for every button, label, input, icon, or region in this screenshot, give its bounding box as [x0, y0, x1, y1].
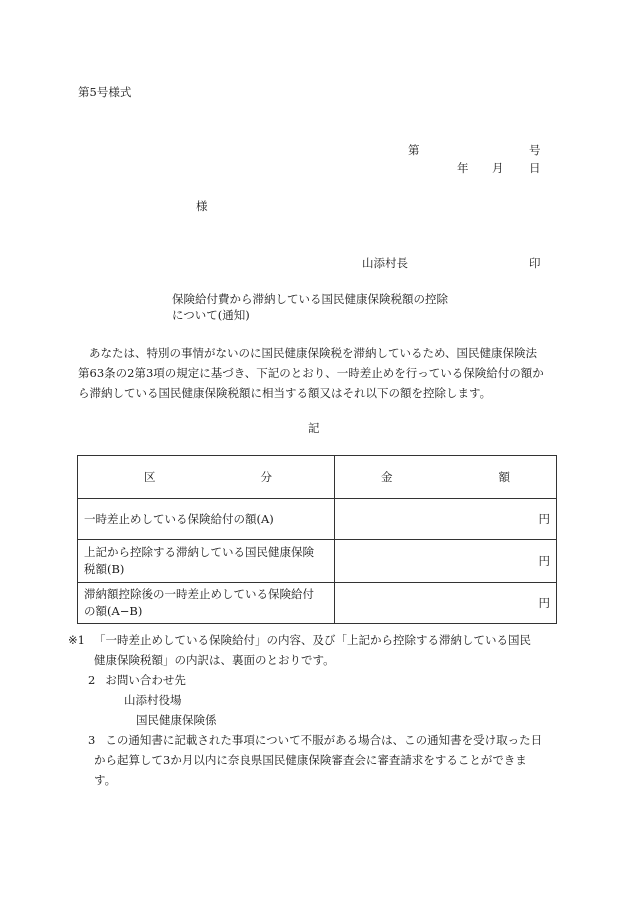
row-label-line2: の額(A−B) — [84, 604, 143, 618]
doc-number-prefix: 第 — [408, 143, 420, 157]
row-amount — [335, 583, 557, 624]
date-month: 月 — [492, 161, 504, 175]
note-3-line3: す。 — [94, 773, 117, 787]
notes-section — [68, 630, 568, 790]
body-line: あなたは、特別の事情がないのに国民健康保険税を滞納しているため、国民健康保険法 — [89, 346, 538, 360]
note-2-text: お問い合わせ先 — [105, 673, 186, 687]
row-unit: 円 — [538, 554, 550, 568]
body-line: 第63条の2第3項の規定に基づき、下記のとおり、一時差止めを行っている保険給付の額か — [78, 366, 544, 380]
row-amount — [335, 499, 557, 540]
deduction-table — [77, 455, 557, 624]
table-header-row — [78, 456, 557, 499]
row-unit: 円 — [538, 512, 550, 526]
note-1-line2: 健康保険税額」の内訳は、裏面のとおりです。 — [94, 653, 335, 667]
issuer-seal: 印 — [529, 256, 541, 270]
header-category-b: 分 — [260, 470, 272, 484]
row-label-line2: 税額(B) — [84, 562, 125, 576]
header-category — [78, 456, 335, 499]
note-2-marker: 2 — [88, 673, 96, 687]
note-3-line2: から起算して3か月以内に奈良県国民健康保険審査会に審査請求をすることができま — [94, 753, 527, 767]
date-day: 日 — [529, 161, 541, 175]
header-amount — [335, 456, 557, 499]
table-row — [78, 540, 557, 583]
table-row — [78, 499, 557, 540]
row-amount — [335, 540, 557, 583]
header-category-a: 区 — [144, 470, 156, 484]
table-row — [78, 583, 557, 624]
row-label — [78, 540, 335, 583]
note-3-line1: 3 この通知書に記載された事項について不服がある場合は、この通知書を受け取った日 — [88, 733, 543, 747]
header-amount-b: 額 — [498, 470, 510, 484]
row-label — [78, 583, 335, 624]
form-number: 第5号様式 — [78, 85, 132, 99]
note-2-office: 山添村役場 — [124, 693, 182, 707]
note-1-marker: ※1 — [68, 633, 85, 647]
row-label — [78, 499, 335, 540]
note-2-section: 国民健康保険係 — [136, 713, 217, 727]
note-1-line1: ※1 「一時差止めしている保険給付」の内容、及び「上記から控除する滞納している国民 — [78, 630, 568, 650]
row-unit: 円 — [538, 596, 550, 610]
date-year: 年 — [457, 161, 469, 175]
body-line: ら滞納している国民健康保険税額に相当する額又はそれ以下の額を控除します。 — [78, 386, 492, 400]
document-title-line1: 保険給付費から滞納している国民健康保険税額の控除 — [172, 292, 448, 306]
issuer-name: 山添村長 — [362, 256, 408, 270]
row-label-line1: 滞納額控除後の一時差止めしている保険給付 — [84, 587, 314, 601]
header-amount-a: 金 — [381, 470, 393, 484]
note-2 — [78, 670, 568, 690]
row-label-line1: 一時差止めしている保険給付の額(A) — [84, 511, 274, 526]
document-title-line2: について(通知) — [172, 308, 250, 322]
doc-number-suffix: 号 — [529, 143, 541, 157]
body-paragraph — [78, 343, 558, 403]
recipient-suffix: 様 — [196, 199, 208, 213]
ki-heading: 記 — [308, 421, 320, 435]
note-3-marker: 3 — [88, 733, 96, 747]
row-label-line1: 上記から控除する滞納している国民健康保険 — [84, 545, 314, 559]
